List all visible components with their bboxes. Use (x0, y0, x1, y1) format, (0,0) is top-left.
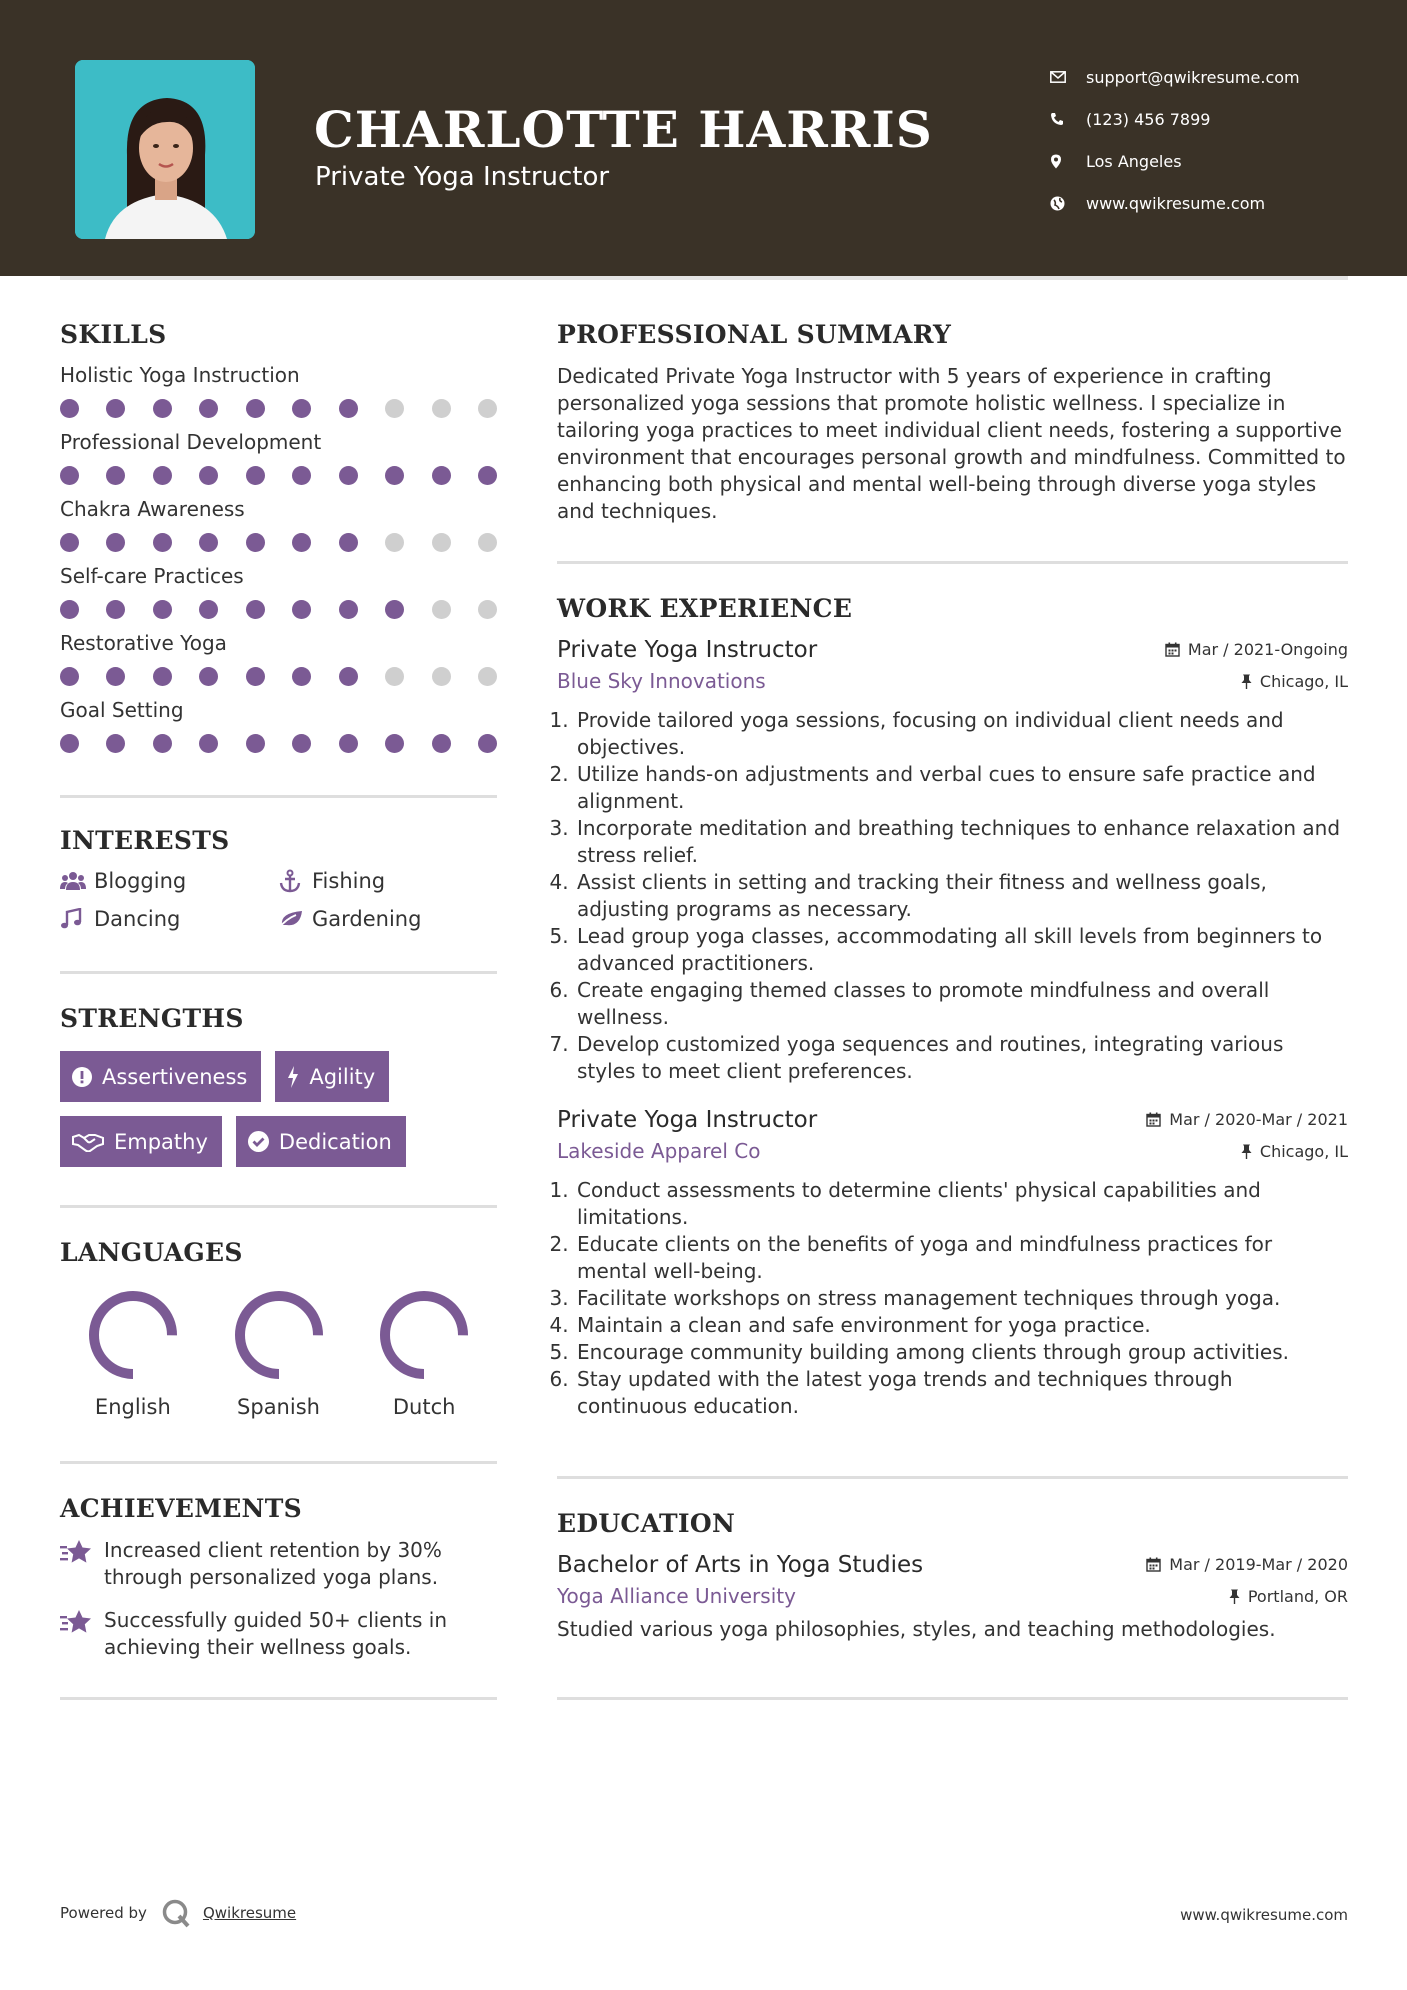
duty-item: 4. Assist clients in setting and tracking their fitness and wellness goals, adjusting programs as necessary. (575, 869, 1348, 923)
strength-tag: Agility (275, 1051, 389, 1102)
language-item (206, 1289, 352, 1419)
section-divider (557, 1697, 1348, 1700)
rating-dot-filled (153, 600, 172, 619)
rating-dot-filled (60, 667, 79, 686)
footer-powered-by: Powered by Qwikresume (60, 1898, 296, 1928)
language-level-arc (240, 1296, 318, 1374)
map-pin-icon (1050, 154, 1086, 169)
duty-item: 5. Lead group yoga classes, accommodating all skill levels from beginners to advanced practitioners. (575, 923, 1348, 977)
star-award-icon (60, 1537, 104, 1591)
rating-dot-filled (153, 734, 172, 753)
summary-title: PROFESSIONAL SUMMARY (557, 320, 952, 349)
strength-tag: Empathy (60, 1116, 222, 1167)
rating-dot-filled (106, 600, 125, 619)
language-item (60, 1289, 206, 1419)
rating-dot-filled (339, 399, 358, 418)
language-level-ring (378, 1289, 470, 1381)
interest-item: Dancing (60, 907, 278, 931)
rating-dot-filled (199, 533, 218, 552)
pushpin-icon (1229, 1589, 1240, 1604)
rating-dot-filled (385, 600, 404, 619)
skills-list (60, 363, 497, 753)
handshake-icon (72, 1132, 104, 1152)
education-location: Portland, OR (1229, 1587, 1348, 1606)
section-divider (60, 971, 497, 974)
profile-photo (75, 60, 255, 239)
rating-dot-filled (339, 734, 358, 753)
pushpin-icon (1241, 674, 1252, 689)
rating-dot-filled (292, 734, 311, 753)
job-entry (557, 637, 1348, 1085)
language-name: Spanish (237, 1395, 320, 1419)
rating-dot-filled (106, 399, 125, 418)
education-entry (557, 1552, 1348, 1643)
rating-dot-empty (432, 399, 451, 418)
calendar-icon (1146, 1112, 1161, 1127)
job-duties (557, 707, 1348, 1085)
rating-dot-empty (478, 399, 497, 418)
users-icon (60, 871, 94, 891)
rating-dot-filled (385, 466, 404, 485)
rating-dot-filled (292, 533, 311, 552)
duty-item: 2. Utilize hands-on adjustments and verbal cues to ensure safe practice and alignment. (575, 761, 1348, 815)
job-location: Chicago, IL (1241, 672, 1348, 691)
skill-rating (60, 399, 497, 418)
rating-dot-filled (106, 734, 125, 753)
achievement-item: Successfully guided 50+ clients in achieving their wellness goals. (60, 1607, 497, 1661)
duty-item: 3. Facilitate workshops on stress management techniques through yoga. (575, 1285, 1348, 1312)
company-name: Blue Sky Innovations (557, 669, 766, 693)
degree-title: Bachelor of Arts in Yoga Studies (557, 1552, 924, 1578)
contact-email[interactable]: support@qwikresume.com (1050, 56, 1300, 98)
rating-dot-filled (478, 734, 497, 753)
contact-location: Los Angeles (1050, 140, 1300, 182)
strengths-title: STRENGTHS (60, 1004, 244, 1033)
skill-item (60, 564, 497, 619)
rating-dot-filled (292, 466, 311, 485)
rating-dot-filled (199, 466, 218, 485)
job-date: Mar / 2020-Mar / 2021 (1146, 1110, 1348, 1129)
skill-item (60, 363, 497, 418)
rating-dot-filled (153, 533, 172, 552)
pushpin-icon (1241, 1144, 1252, 1159)
duty-item: 3. Incorporate meditation and breathing techniques to enhance relaxation and stress relief. (575, 815, 1348, 869)
exclamation-circle-icon (72, 1067, 92, 1087)
rating-dot-empty (478, 667, 497, 686)
rating-dot-filled (339, 600, 358, 619)
qwikresume-logo-icon (161, 1898, 191, 1928)
rating-dot-filled (246, 466, 265, 485)
rating-dot-filled (106, 466, 125, 485)
school-name: Yoga Alliance University (557, 1584, 796, 1608)
language-level-ring (87, 1289, 179, 1381)
rating-dot-empty (478, 600, 497, 619)
right-column (557, 320, 1348, 1700)
rating-dot-filled (60, 734, 79, 753)
experience-title: WORK EXPERIENCE (557, 594, 853, 623)
strength-tag: Dedication (236, 1116, 406, 1167)
skill-item (60, 698, 497, 753)
job-date: Mar / 2021-Ongoing (1165, 640, 1348, 659)
rating-dot-empty (432, 533, 451, 552)
rating-dot-empty (385, 667, 404, 686)
qwikresume-link[interactable]: Qwikresume (202, 1904, 297, 1922)
skill-name: Restorative Yoga (60, 631, 227, 655)
section-divider (60, 1205, 497, 1208)
rating-dot-filled (432, 466, 451, 485)
rating-dot-empty (432, 600, 451, 619)
duty-item: 1. Provide tailored yoga sessions, focusing on individual client needs and objectives. (575, 707, 1348, 761)
leaf-icon (278, 909, 312, 929)
interest-item: Gardening (278, 907, 497, 931)
rating-dot-filled (339, 466, 358, 485)
skill-name: Professional Development (60, 430, 322, 454)
skill-name: Holistic Yoga Instruction (60, 363, 300, 387)
rating-dot-filled (60, 600, 79, 619)
rating-dot-filled (153, 466, 172, 485)
bolt-icon (287, 1066, 299, 1088)
check-circle-icon (248, 1131, 269, 1152)
skills-title: SKILLS (60, 320, 167, 349)
languages-list (60, 1289, 497, 1419)
rating-dot-filled (292, 667, 311, 686)
language-level-arc (94, 1296, 172, 1374)
left-column (60, 320, 497, 1700)
rating-dot-filled (385, 734, 404, 753)
resume-header (0, 0, 1407, 276)
duty-item: 6. Create engaging themed classes to promote mindfulness and overall wellness. (575, 977, 1348, 1031)
anchor-icon (278, 869, 312, 893)
language-item (351, 1289, 497, 1419)
rating-dot-empty (432, 667, 451, 686)
duty-item: 7. Develop customized yoga sequences and routines, integrating various styles to meet client preferences. (575, 1031, 1348, 1085)
rating-dot-filled (60, 466, 79, 485)
rating-dot-filled (478, 466, 497, 485)
contact-phone[interactable]: (123) 456 7899 (1050, 98, 1300, 140)
rating-dot-empty (385, 399, 404, 418)
language-level-ring (233, 1289, 325, 1381)
duty-item: 2. Educate clients on the benefits of yoga and mindfulness practices for mental well-being. (575, 1231, 1348, 1285)
rating-dot-filled (292, 399, 311, 418)
section-divider (557, 561, 1348, 564)
rating-dot-filled (199, 667, 218, 686)
rating-dot-filled (339, 533, 358, 552)
header-divider (60, 276, 1348, 280)
rating-dot-filled (153, 399, 172, 418)
rating-dot-filled (106, 667, 125, 686)
rating-dot-filled (199, 399, 218, 418)
skill-name: Self-care Practices (60, 564, 244, 588)
education-title: EDUCATION (557, 1509, 736, 1538)
rating-dot-filled (432, 734, 451, 753)
envelope-icon (1050, 71, 1086, 83)
job-title: Private Yoga Instructor (557, 637, 818, 663)
contact-website[interactable]: www.qwikresume.com (1050, 182, 1300, 224)
strength-tag: Assertiveness (60, 1051, 261, 1102)
section-divider (60, 1697, 497, 1700)
job-location: Chicago, IL (1241, 1142, 1348, 1161)
rating-dot-filled (246, 734, 265, 753)
section-divider (60, 795, 497, 798)
phone-icon (1050, 112, 1086, 126)
education-description: Studied various yoga philosophies, styles, and teaching methodologies. (557, 1617, 1276, 1641)
globe-icon (1050, 196, 1086, 211)
rating-dot-filled (246, 600, 265, 619)
rating-dot-filled (292, 600, 311, 619)
rating-dot-filled (246, 533, 265, 552)
duty-item: 1. Conduct assessments to determine clients' physical capabilities and limitations. (575, 1177, 1348, 1231)
achievements-title: ACHIEVEMENTS (60, 1494, 302, 1523)
language-level-arc (385, 1296, 463, 1374)
education-date: Mar / 2019-Mar / 2020 (1146, 1555, 1348, 1574)
skill-rating (60, 734, 497, 753)
rating-dot-empty (385, 533, 404, 552)
skill-rating (60, 667, 497, 686)
rating-dot-filled (199, 600, 218, 619)
strengths-tags (60, 1051, 497, 1167)
rating-dot-filled (199, 734, 218, 753)
skill-name: Goal Setting (60, 698, 184, 722)
candidate-name: CHARLOTTE HARRIS (314, 100, 933, 159)
skill-item (60, 631, 497, 686)
rating-dot-filled (153, 667, 172, 686)
rating-dot-filled (60, 533, 79, 552)
job-duties (557, 1177, 1348, 1420)
duty-item: 6. Stay updated with the latest yoga trends and techniques through continuous education. (575, 1366, 1348, 1420)
interests-title: INTERESTS (60, 826, 230, 855)
skill-item (60, 430, 497, 485)
rating-dot-filled (246, 667, 265, 686)
job-entry (557, 1107, 1348, 1420)
achievement-item: Increased client retention by 30% through personalized yoga plans. (60, 1537, 497, 1591)
duty-item: 5. Encourage community building among clients through group activities. (575, 1339, 1348, 1366)
rating-dot-filled (106, 533, 125, 552)
rating-dot-filled (339, 667, 358, 686)
rating-dot-filled (246, 399, 265, 418)
star-award-icon (60, 1607, 104, 1661)
language-name: Dutch (392, 1395, 456, 1419)
skill-rating (60, 600, 497, 619)
interest-item: Fishing (278, 869, 497, 893)
portrait-illustration (75, 60, 255, 239)
footer-url[interactable]: www.qwikresume.com (1180, 1906, 1348, 1924)
rating-dot-filled (60, 399, 79, 418)
languages-title: LANGUAGES (60, 1238, 243, 1267)
music-note-icon (60, 908, 94, 930)
duty-item: 4. Maintain a clean and safe environment for yoga practice. (575, 1312, 1348, 1339)
section-divider (60, 1461, 497, 1464)
skill-rating (60, 533, 497, 552)
section-divider (557, 1476, 1348, 1479)
interest-item: Blogging (60, 869, 278, 893)
candidate-role: Private Yoga Instructor (315, 162, 610, 192)
skill-rating (60, 466, 497, 485)
skill-name: Chakra Awareness (60, 497, 245, 521)
contact-list (1050, 56, 1300, 224)
summary-text: Dedicated Private Yoga Instructor with 5 years of experience in crafting personalized yoga sessions that promote holistic wellness. I specialize in tailoring yoga practices to meet individual client needs, fostering a supportive environment that encourages personal growth and mindfulness. Committed to enhancing both physical and mental well-being through diverse yoga styles and techniques. (557, 364, 1346, 523)
job-title: Private Yoga Instructor (557, 1107, 818, 1133)
company-name: Lakeside Apparel Co (557, 1139, 761, 1163)
calendar-icon (1146, 1557, 1161, 1572)
calendar-icon (1165, 642, 1180, 657)
skill-item (60, 497, 497, 552)
language-name: English (94, 1395, 171, 1419)
interests-grid (60, 869, 497, 931)
rating-dot-empty (478, 533, 497, 552)
